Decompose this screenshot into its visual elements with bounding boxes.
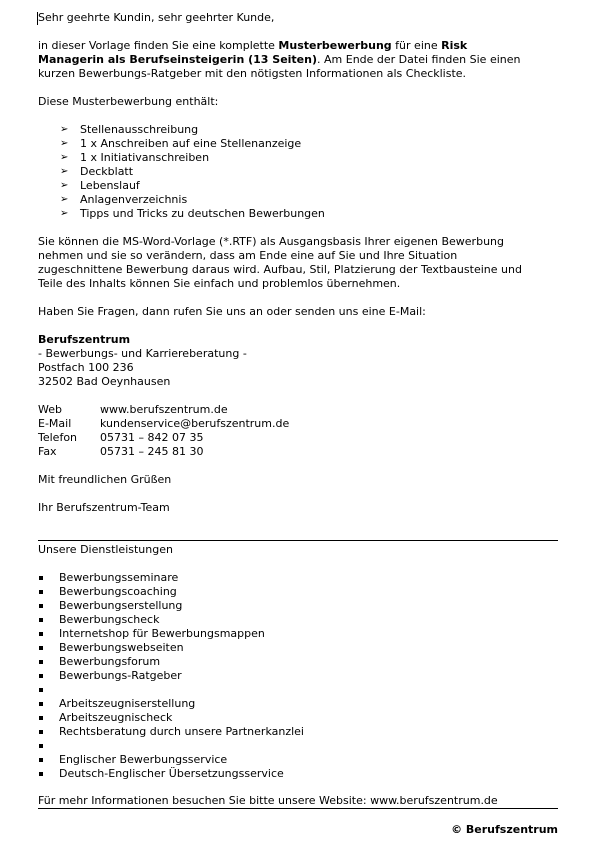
square-bullet-icon — [39, 576, 43, 580]
intro-bold-2: Risk — [441, 39, 468, 52]
square-bullet-icon — [39, 758, 43, 762]
contact-web — [38, 403, 228, 417]
service-item-label: Internetshop für Bewerbungsmappen — [59, 627, 265, 640]
square-bullet-icon — [39, 646, 43, 650]
square-bullet-icon — [39, 730, 43, 734]
square-bullet-icon — [39, 674, 43, 678]
square-bullet-icon — [39, 618, 43, 622]
contents-item — [60, 207, 325, 221]
contents-item — [60, 165, 325, 179]
arrow-bullet-icon: ➢ — [60, 180, 69, 191]
rtf-line-2: nehmen und sie so verändern, dass am Ende eine auf Sie und Ihre Situation — [38, 249, 458, 262]
rtf-line-4: Teile des Inhalts können Sie einfach und problemlos übernehmen. — [38, 277, 401, 290]
divider-top — [38, 540, 558, 541]
contents-item-label: Tipps und Tricks zu deutschen Bewerbungen — [80, 207, 325, 220]
intro-line-1 — [38, 39, 467, 53]
square-bullet-icon — [39, 660, 43, 664]
contents-item — [60, 179, 325, 193]
service-item-label: Bewerbungscoaching — [59, 585, 177, 598]
contents-item-label: Deckblatt — [80, 165, 134, 178]
service-item — [38, 767, 304, 781]
service-item — [38, 613, 304, 627]
service-item-label: Bewerbungs-Ratgeber — [59, 669, 182, 682]
company-pobox: Postfach 100 236 — [38, 361, 134, 374]
service-item — [38, 571, 304, 585]
more-info-text: Für mehr Informationen besuchen Sie bitte unsere Website: www.berufszentrum.de — [38, 794, 498, 807]
contents-item — [60, 193, 325, 207]
intro-line-2 — [38, 53, 520, 67]
service-item-label: Arbeitszeugnischeck — [59, 711, 173, 724]
copyright: © Berufszentrum — [451, 823, 558, 836]
contact-email-link[interactable]: kundenservice@berufszentrum.de — [100, 417, 290, 430]
arrow-bullet-icon: ➢ — [60, 124, 69, 135]
service-item — [38, 711, 304, 725]
service-item-label: Rechtsberatung durch unsere Partnerkanzlei — [59, 725, 304, 738]
square-bullet-icon — [39, 590, 43, 594]
arrow-bullet-icon: ➢ — [60, 194, 69, 205]
service-item-label: Deutsch-Englischer Übersetzungsservice — [59, 767, 284, 780]
contents-item-label: Lebenslauf — [80, 179, 140, 192]
contents-item — [60, 137, 325, 151]
company-city: 32502 Bad Oeynhausen — [38, 375, 171, 388]
square-bullet-icon — [39, 772, 43, 776]
contents-item-label: Anlagenverzeichnis — [80, 193, 188, 206]
salutation: Sehr geehrte Kundin, sehr geehrter Kunde, — [38, 11, 275, 24]
service-item — [38, 725, 304, 739]
contents-item-label: 1 x Anschreiben auf eine Stellenanzeige — [80, 137, 302, 150]
arrow-bullet-icon: ➢ — [60, 208, 69, 219]
arrow-bullet-icon: ➢ — [60, 166, 69, 177]
square-bullet-icon — [39, 688, 43, 692]
service-item — [38, 627, 304, 641]
service-item — [38, 697, 304, 711]
intro-line-3: kurzen Bewerbungs-Ratgeber mit den nötigsten Informationen als Checkliste. — [38, 67, 467, 80]
square-bullet-icon — [39, 604, 43, 608]
company-name: Berufszentrum — [38, 333, 131, 346]
service-item — [38, 655, 304, 669]
service-item-label: Bewerbungserstellung — [59, 599, 183, 612]
service-item-label: Bewerbungsforum — [59, 655, 161, 668]
contact-phone-value: 05731 – 842 07 35 — [100, 431, 204, 444]
signature: Ihr Berufszentrum-Team — [38, 501, 170, 514]
contents-item — [60, 151, 325, 165]
square-bullet-icon — [39, 716, 43, 720]
closing: Mit freundlichen Grüßen — [38, 473, 172, 486]
service-item-label: Arbeitszeugniserstellung — [59, 697, 196, 710]
arrow-bullet-icon: ➢ — [60, 152, 69, 163]
contact-email — [38, 417, 289, 431]
service-item-label: Bewerbungswebseiten — [59, 641, 184, 654]
service-item-label: Bewerbungsseminare — [59, 571, 179, 584]
service-item — [38, 683, 304, 697]
service-item — [38, 669, 304, 683]
service-item-label: Englischer Bewerbungsservice — [59, 753, 228, 766]
contents-item-label: 1 x Initiativanschreiben — [80, 151, 210, 164]
services-list — [38, 571, 304, 781]
service-item — [38, 739, 304, 753]
rtf-line-3: zugeschnittene Bewerbung daraus wird. Aufbau, Stil, Platzierung der Textbausteine und — [38, 263, 522, 276]
contact-fax-value: 05731 – 245 81 30 — [100, 445, 204, 458]
square-bullet-icon — [39, 632, 43, 636]
contents-item-label: Stellenausschreibung — [80, 123, 199, 136]
intro-bold-3: Managerin als Berufseinsteigerin (13 Seiten) — [38, 53, 318, 66]
company-tagline: - Bewerbungs- und Karriereberatung - — [38, 347, 247, 360]
contents-item — [60, 123, 325, 137]
intro-bold-1: Musterbewerbung — [278, 39, 392, 52]
contents-heading: Diese Musterbewerbung enthält: — [38, 95, 219, 108]
contact-web-link[interactable]: www.berufszentrum.de — [100, 403, 228, 416]
service-item-label: Bewerbungscheck — [59, 613, 160, 626]
contact-email-label: E-Mail — [38, 417, 72, 430]
questions-text: Haben Sie Fragen, dann rufen Sie uns an oder senden uns eine E-Mail: — [38, 305, 426, 318]
contact-fax — [38, 445, 203, 459]
square-bullet-icon — [39, 702, 43, 706]
service-item — [38, 585, 304, 599]
divider-bottom — [38, 808, 558, 809]
intro-text-2: für eine — [391, 39, 442, 52]
square-bullet-icon — [39, 744, 43, 748]
service-item — [38, 599, 304, 613]
services-heading: Unsere Dienstleistungen — [38, 543, 173, 556]
contact-web-label: Web — [38, 403, 62, 416]
contact-phone-label: Telefon — [38, 431, 78, 444]
contact-fax-label: Fax — [38, 445, 57, 458]
intro-text-1: in dieser Vorlage finden Sie eine komplette — [38, 39, 279, 52]
intro-text-3: . Am Ende der Datei finden Sie einen — [317, 53, 521, 66]
service-item — [38, 753, 304, 767]
service-item — [38, 641, 304, 655]
contents-list — [60, 123, 325, 221]
arrow-bullet-icon: ➢ — [60, 138, 69, 149]
contact-phone — [38, 431, 203, 445]
rtf-line-1: Sie können die MS-Word-Vorlage (*.RTF) als Ausgangsbasis Ihrer eigenen Bewerbung — [38, 235, 504, 248]
